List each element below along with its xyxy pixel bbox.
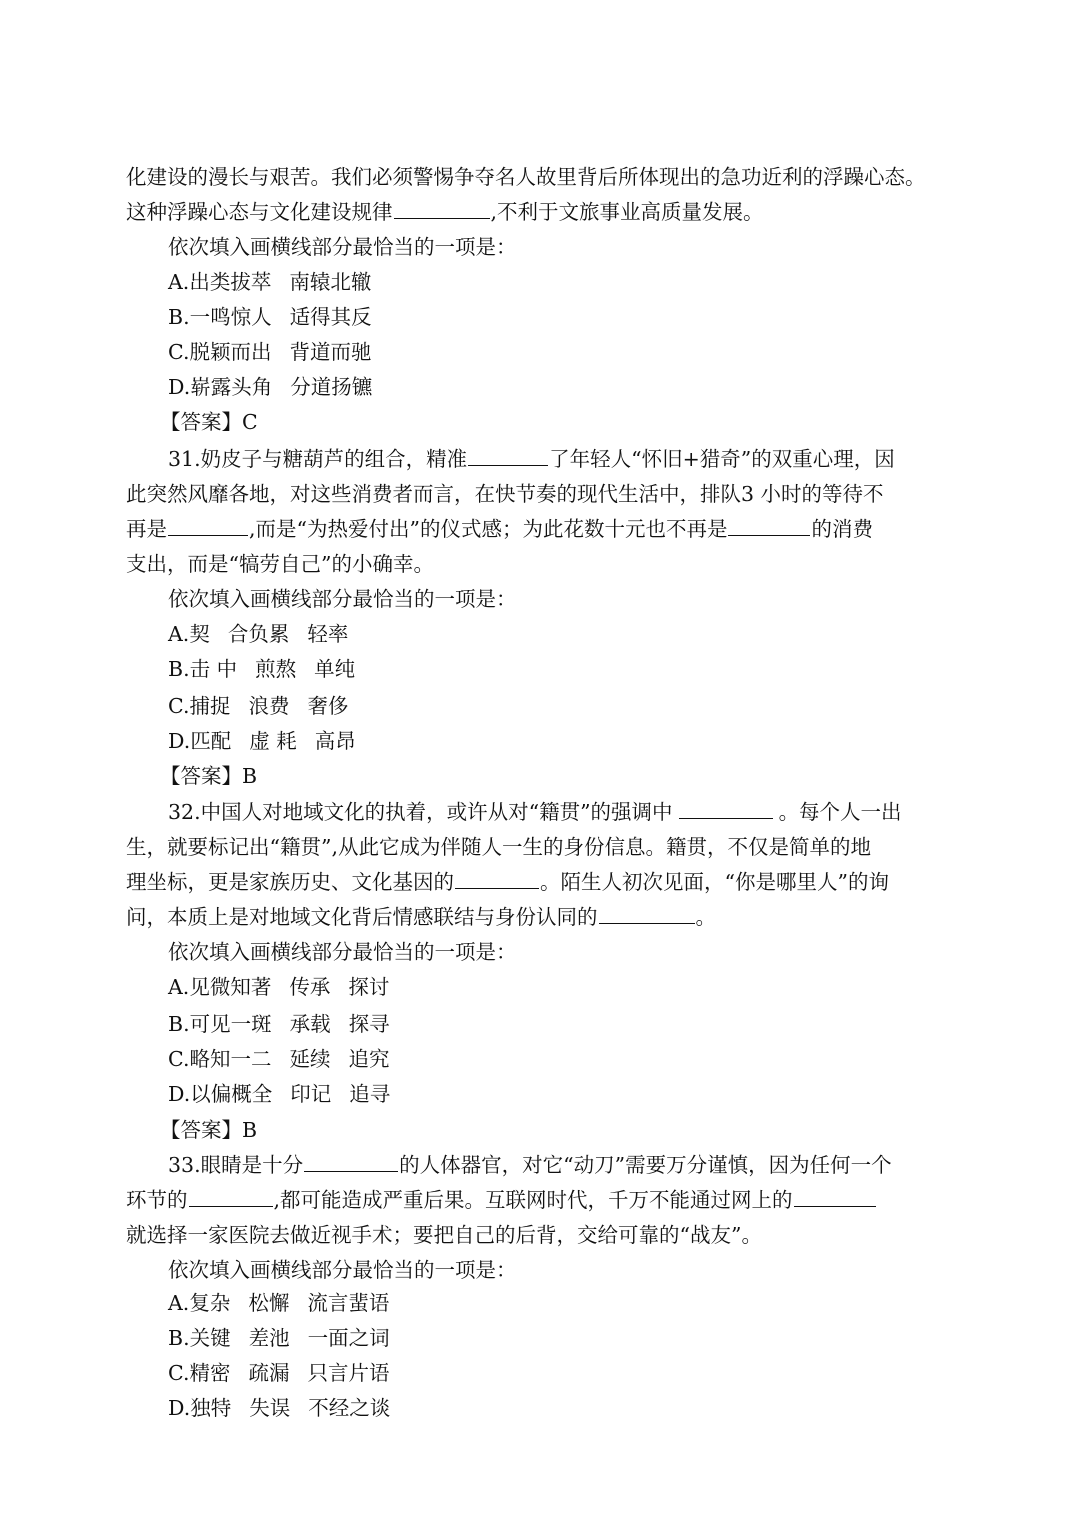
- q30-text-line: 这种浮躁心态与文化建设规律 ,不利于文旅事业高质量发展。: [126, 200, 764, 224]
- q32-prompt: 依次填入画横线部分最恰当的一项是：: [168, 940, 517, 964]
- fill-blank: [794, 1188, 876, 1207]
- q33-prompt: 依次填入画横线部分最恰当的一项是：: [168, 1258, 517, 1282]
- q30-option-d: D.崭露头角 分道扬镳: [168, 375, 373, 399]
- q33-text-line: 33.眼睛是十分 的人体器官，对它“动刀”需要万分谨慎，因为任何一个: [168, 1153, 892, 1177]
- q33-option-d: D.独特 失误 不经之谈: [168, 1396, 391, 1420]
- fill-blank: [304, 1153, 398, 1172]
- q30-option-c: C.脱颖而出 背道而驰: [168, 340, 372, 364]
- q31-option-d: D.匹配 虚 耗 高昂: [168, 729, 356, 753]
- q31-option-a: A.契 合负累 轻率: [168, 622, 349, 646]
- q31-text-line: 再是 ,而是“为热爱付出”的仪式感；为此花数十元也不再是 的消费: [126, 517, 873, 541]
- fill-blank: [599, 905, 695, 924]
- q33-text-line: 环节的 ,都可能造成严重后果。互联网时代，千万不能通过网上的: [0, 1187, 1080, 1213]
- q32-option-b: B.可见一斑 承载 探寻: [168, 1012, 390, 1036]
- q33-option-b: B.关键 差池 一面之词: [168, 1326, 390, 1350]
- q31-option-b: B.击 中 煎熬 单纯: [168, 657, 356, 681]
- q31-answer: 【答案】B: [160, 764, 258, 788]
- q31-text-line: 此突然风靡各地，对这些消费者而言，在快节奏的现代生活中，排队3 小时的等待不: [126, 482, 884, 506]
- q30-text-line: 化建设的漫长与艰苦。我们必须警惕争夺名人故里背后所体现出的急功近利的浮躁心态。: [126, 165, 926, 189]
- q32-text-line: 问，本质上是对地域文化背后情感联结与身份认同的 。: [126, 905, 716, 929]
- fill-blank: [455, 870, 539, 889]
- q33-option-a: A.复杂 松懈 流言蜚语: [168, 1291, 390, 1315]
- q31-option-c: C.捕捉 浪费 奢侈: [168, 694, 349, 718]
- q32-text-line: 生，就要标记出“籍贯”,从此它成为伴随人一生的身份信息。籍贯，不仅是简单的地: [126, 835, 871, 859]
- q30-option-a: A.出类拔萃 南辕北辙: [168, 270, 372, 294]
- q32-option-a: A.见微知著 传承 探讨: [168, 975, 390, 999]
- q32-option-d: D.以偏概全 印记 追寻: [168, 1082, 391, 1106]
- fill-blank: [189, 1188, 273, 1207]
- fill-blank: [394, 200, 490, 219]
- q31-prompt: 依次填入画横线部分最恰当的一项是：: [168, 587, 517, 611]
- q32-option-c: C.略知一二 延续 追究: [168, 1047, 390, 1071]
- q32-answer: 【答案】B: [160, 1118, 258, 1142]
- q33-option-c: C.精密 疏漏 只言片语: [168, 1361, 390, 1385]
- q31-text-line: 31.奶皮子与糖葫芦的组合，精准 了年轻人“怀旧+猎奇”的双重心理，因: [168, 447, 895, 471]
- q30-answer: 【答案】C: [160, 410, 258, 434]
- q32-text-line: 理坐标，更是家族历史、文化基因的 。陌生人初次见面，“你是哪里人”的询: [126, 870, 889, 894]
- fill-blank: [728, 517, 810, 536]
- q31-text-line: 支出，而是“犒劳自己”的小确幸。: [126, 552, 434, 576]
- q32-text-line: 32.中国人对地域文化的执着，或许从对“籍贯”的强调中 。每个人一出: [168, 800, 902, 824]
- fill-blank: [168, 517, 248, 536]
- q30-prompt: 依次填入画横线部分最恰当的一项是：: [168, 235, 517, 259]
- fill-blank: [468, 447, 548, 466]
- q33-text-line: 就选择一家医院去做近视手术；要把自己的后背，交给可靠的“战友”。: [126, 1223, 762, 1247]
- fill-blank: [679, 800, 773, 819]
- q30-option-b: B.一鸣惊人 适得其反: [168, 305, 372, 329]
